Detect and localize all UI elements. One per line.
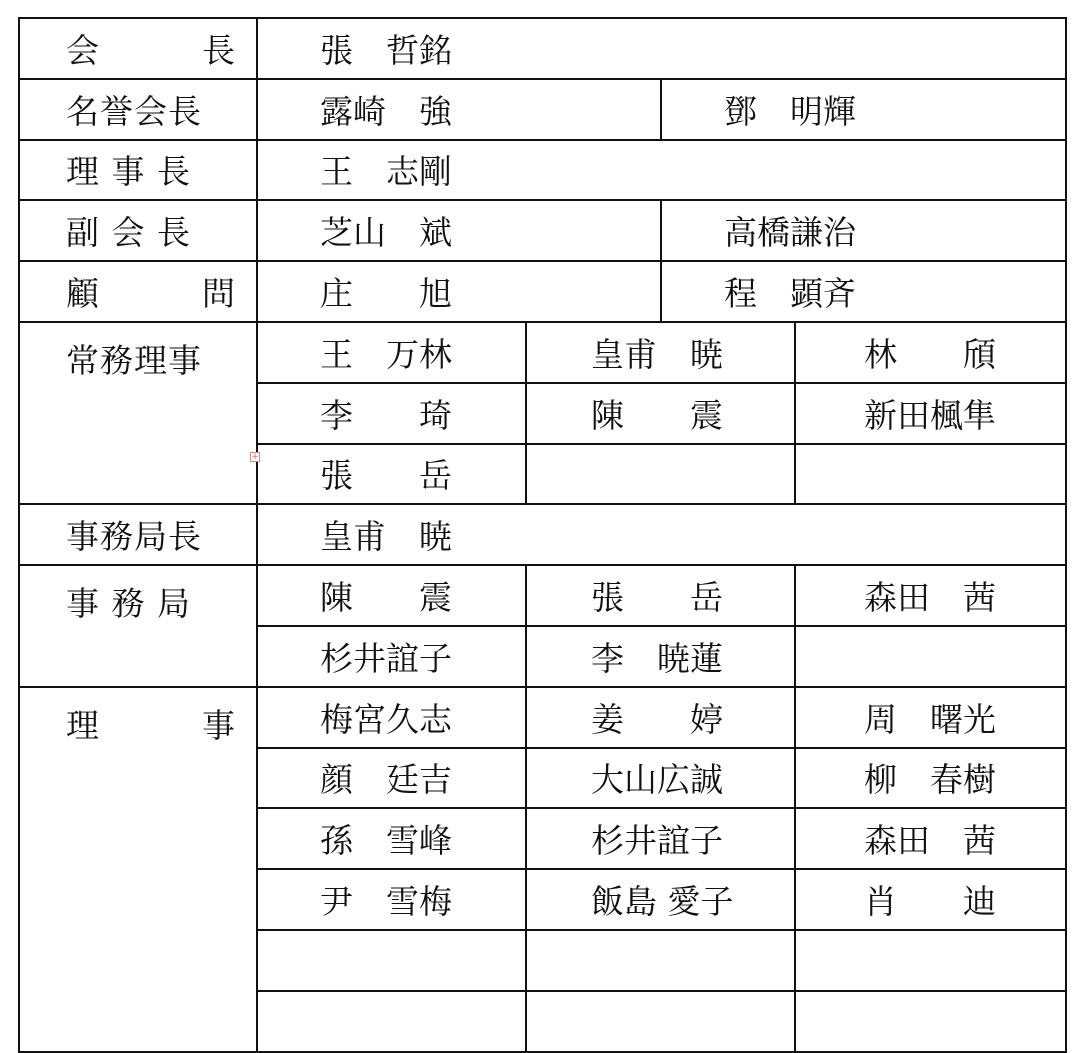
name-cell: 周 曙光 xyxy=(795,687,1066,748)
name-cell: 林 頎 xyxy=(795,322,1066,383)
name-cell: 梅宮久志 xyxy=(257,687,526,748)
empty-cell xyxy=(795,444,1066,505)
name-cell: 姜 婷 xyxy=(526,687,795,748)
name-cell: 肖 迪 xyxy=(795,869,1066,930)
name-cell: 顔 廷吉 xyxy=(257,748,526,809)
role-meiyo: 名誉会長 xyxy=(19,79,257,140)
row-jimukyoku-1 xyxy=(19,565,1066,626)
row-rijicho xyxy=(19,140,1066,201)
empty-cell xyxy=(526,991,795,1052)
name-cell: 孫 雪峰 xyxy=(257,808,526,869)
role-riji: 理 事 xyxy=(19,687,257,1052)
empty-cell xyxy=(795,991,1066,1052)
name-fukukaicho-1: 芝山 斌 xyxy=(257,200,661,261)
name-meiyo-1: 露崎 強 xyxy=(257,79,661,140)
row-riji-1 xyxy=(19,687,1066,748)
name-cell: 張 岳 xyxy=(526,565,795,626)
name-rijicho: 王 志剛 xyxy=(257,140,1066,201)
row-meiyo xyxy=(19,79,1066,140)
empty-cell xyxy=(257,930,526,991)
name-cell: 飯島 愛子 xyxy=(526,869,795,930)
row-jimukyokucho xyxy=(19,504,1066,565)
officer-roster-table xyxy=(18,17,1067,1053)
name-cell: 陳 震 xyxy=(526,383,795,444)
name-cell: 李 暁蓮 xyxy=(526,626,795,687)
empty-cell xyxy=(795,626,1066,687)
row-kaicho xyxy=(19,18,1066,79)
name-cell: 皇甫 暁 xyxy=(526,322,795,383)
name-cell: 尹 雪梅 xyxy=(257,869,526,930)
name-cell: 新田楓隼 xyxy=(795,383,1066,444)
row-komon xyxy=(19,261,1066,322)
name-cell: 陳 震 xyxy=(257,565,526,626)
name-meiyo-2: 鄧 明輝 xyxy=(661,79,1066,140)
role-jimukyoku: 事 務 局 xyxy=(19,565,257,687)
row-fukukaicho xyxy=(19,200,1066,261)
empty-cell xyxy=(795,930,1066,991)
name-cell: 大山広誠 xyxy=(526,748,795,809)
name-cell: 杉井誼子 xyxy=(526,808,795,869)
role-jomu: 常務理事 xyxy=(19,322,257,504)
name-cell: 森田 茜 xyxy=(795,808,1066,869)
role-komon: 顧 問 xyxy=(19,261,257,322)
name-cell: 柳 春樹 xyxy=(795,748,1066,809)
name-cell: 王 万林 xyxy=(257,322,526,383)
name-jimukyokucho: 皇甫 暁 xyxy=(257,504,1066,565)
name-komon-1: 庄 旭 xyxy=(257,261,661,322)
empty-cell xyxy=(257,991,526,1052)
name-cell: 森田 茜 xyxy=(795,565,1066,626)
table-anchor-icon[interactable]: + xyxy=(251,452,259,462)
name-cell: 張 岳 xyxy=(257,444,526,505)
empty-cell xyxy=(526,930,795,991)
role-kaicho: 会 長 xyxy=(19,18,257,79)
role-jimukyokucho: 事務局長 xyxy=(19,504,257,565)
name-kaicho: 張 哲銘 xyxy=(257,18,1066,79)
name-fukukaicho-2: 高橋謙治 xyxy=(661,200,1066,261)
row-jomu-1 xyxy=(19,322,1066,383)
role-rijicho: 理 事 長 xyxy=(19,140,257,201)
name-cell: 李 琦 xyxy=(257,383,526,444)
empty-cell xyxy=(526,444,795,505)
role-fukukaicho: 副 会 長 xyxy=(19,200,257,261)
name-komon-2: 程 顕斉 xyxy=(661,261,1066,322)
name-cell: 杉井誼子 xyxy=(257,626,526,687)
